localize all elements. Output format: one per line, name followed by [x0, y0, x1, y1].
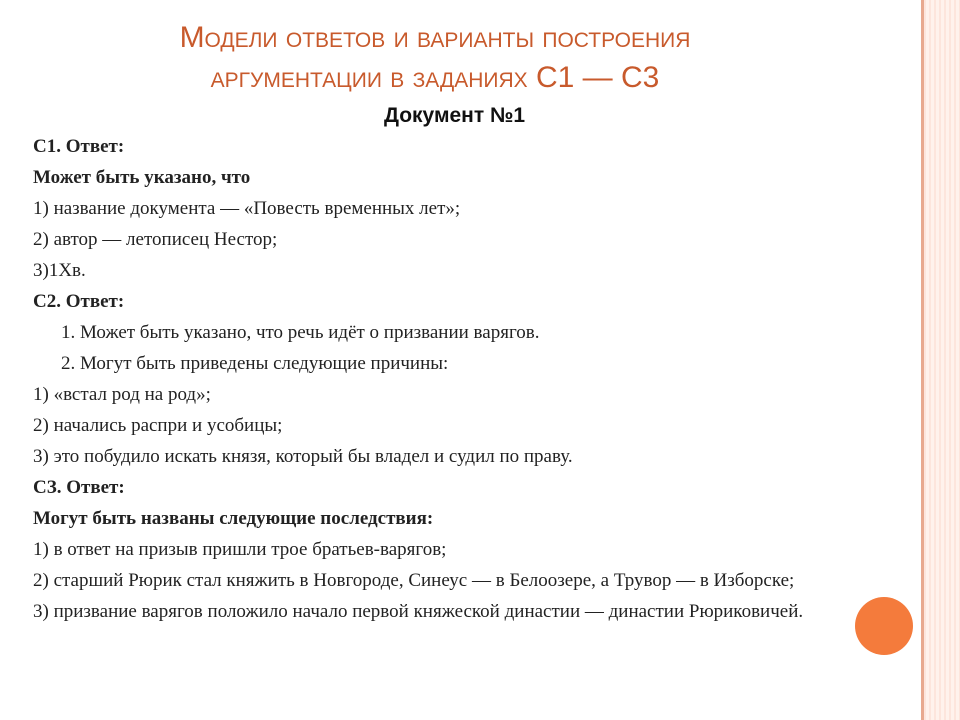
- answer-line: С1. Ответ:: [33, 136, 125, 157]
- answer-line: 1) название документа — «Повесть временных лет»;: [33, 198, 461, 219]
- answer-line: 3)1Хв.: [33, 260, 86, 281]
- answer-line: 3) это побудило искать князя, который бы владел и судил по праву.: [33, 446, 573, 467]
- answer-line: 2) автор — летописец Нестор;: [33, 229, 278, 250]
- slide-title: [60, 18, 810, 98]
- answer-line: 1) «встал род на род»;: [33, 384, 211, 405]
- decorative-stripe-line: [921, 0, 924, 720]
- document-heading: Документ №1: [384, 104, 526, 127]
- answer-line: 1. Может быть указано, что речь идёт о призвании варягов.: [61, 322, 540, 343]
- decorative-orange-circle: [855, 597, 913, 655]
- answer-line: 2) начались распри и усобицы;: [33, 415, 283, 436]
- answer-line: Может быть указано, что: [33, 167, 251, 188]
- slide-title-line-2: аргументации в заданиях С1 — С3: [210, 61, 660, 94]
- slide-title-line-1: Модели ответов и варианты построения: [179, 21, 691, 54]
- answer-line: 1) в ответ на призыв пришли трое братьев-варягов;: [33, 539, 447, 560]
- answer-line: С2. Ответ:: [33, 291, 125, 312]
- answer-line: СЗ. Ответ:: [33, 477, 125, 498]
- answer-line: 3) призвание варягов положило начало первой княжеской династии — династии Рюриковичей.: [33, 601, 804, 622]
- answer-content: [33, 136, 893, 632]
- answer-line: 2. Могут быть приведены следующие причины:: [61, 353, 449, 374]
- decorative-stripe-band: [924, 0, 960, 720]
- answer-line: 2) старший Рюрик стал княжить в Новгороде, Синеус — в Белоозере, а Трувор — в Изборске;: [33, 570, 795, 591]
- answer-line: Могут быть названы следующие последствия:: [33, 508, 434, 529]
